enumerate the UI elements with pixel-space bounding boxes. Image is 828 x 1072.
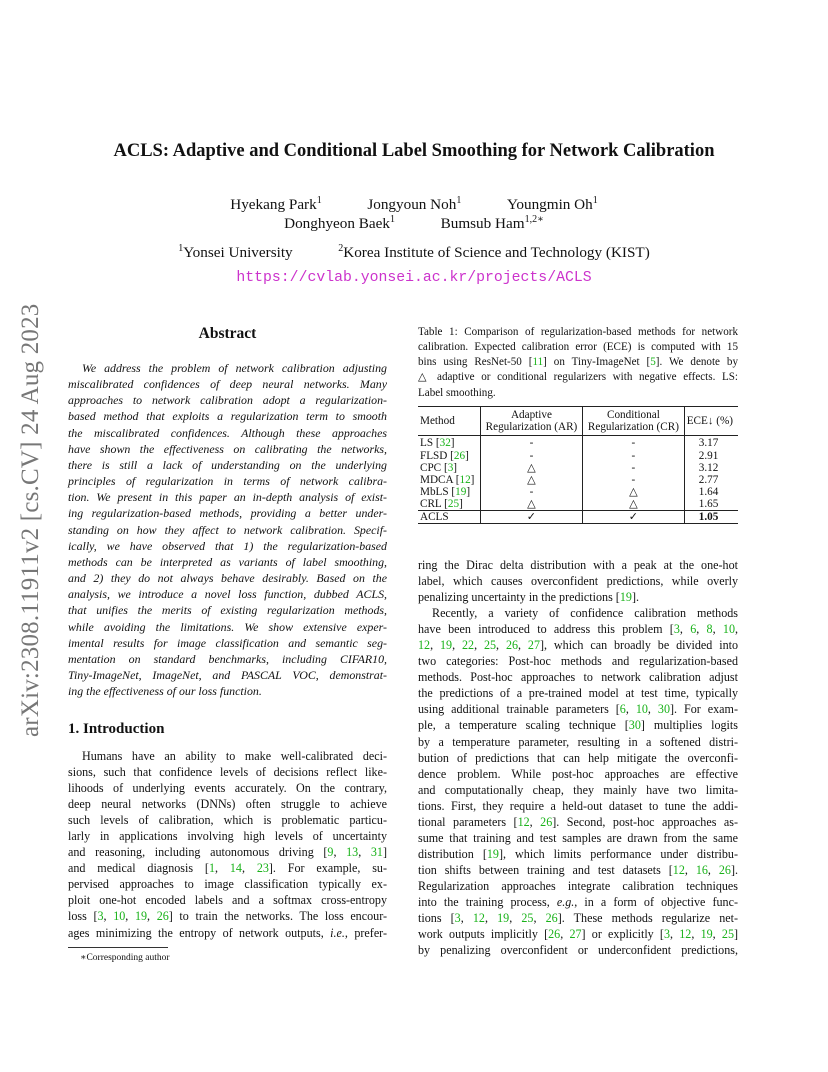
citation-link[interactable]: 26 bbox=[548, 927, 561, 942]
text-segment: using additional trainable parameters [ bbox=[418, 702, 620, 717]
text-segment: ]. bbox=[730, 862, 739, 877]
citation-link[interactable]: 26 bbox=[505, 638, 519, 653]
introduction-heading: 1. Introduction bbox=[68, 721, 165, 737]
ece-cell: 1.64 bbox=[684, 486, 738, 498]
text-segment: work outputs implicitly [ bbox=[418, 927, 549, 942]
text-segment: loss [ bbox=[68, 909, 98, 924]
method-cell: LS [32] bbox=[420, 436, 455, 449]
cr-cell: △ bbox=[583, 486, 685, 498]
text-segment: , bbox=[735, 622, 739, 637]
text-segment: , bbox=[529, 814, 541, 829]
text-segment: Table 1: Comparison of regularization-based methods for network bbox=[418, 326, 738, 338]
ece-cell: 1.65 bbox=[684, 498, 738, 511]
text-segment: larly in applications involving high levels of uncertainty bbox=[68, 829, 387, 844]
table-row bbox=[418, 436, 738, 450]
citation-link[interactable]: 26 bbox=[453, 449, 466, 462]
text-segment: e.g. bbox=[556, 894, 575, 909]
cr-cell: △ bbox=[583, 498, 685, 511]
method-cell: CRL [25] bbox=[420, 498, 463, 511]
header-method: Method bbox=[420, 415, 455, 428]
text-segment: , bbox=[460, 911, 473, 926]
ar-cell: △ bbox=[480, 462, 582, 474]
text-segment: ], which limits performance under distribu- bbox=[498, 846, 738, 861]
text-segment: two categories: Post-hoc methods and regularization-based bbox=[418, 654, 738, 669]
text-segment: by penalizing overconfident or underconfident predictions, bbox=[418, 943, 738, 958]
text-segment: tions. First, they require a held-out dataset to tune the addi- bbox=[418, 798, 738, 813]
table-row bbox=[418, 486, 738, 498]
text-segment: , bbox=[103, 909, 114, 924]
method-cell: CPC [3] bbox=[420, 461, 458, 474]
method-cell: ACLS bbox=[420, 511, 449, 524]
abstract-line: ing the effectiveness of our loss function. bbox=[68, 684, 262, 699]
text-segment: , bbox=[509, 911, 522, 926]
abstract-line: and 2) they do not always behave desirably. Based on the bbox=[68, 571, 387, 586]
text-segment: , bbox=[647, 702, 658, 717]
text-segment: methods. Post-hoc approaches to network calibration adjust bbox=[418, 670, 738, 685]
text-segment: , prefer- bbox=[344, 925, 387, 940]
text-segment: , bbox=[691, 927, 701, 942]
citation-link[interactable]: 32 bbox=[439, 436, 451, 449]
right-column-line bbox=[418, 830, 738, 846]
text-segment: , bbox=[358, 845, 371, 860]
right-column-line bbox=[418, 734, 738, 750]
text-segment: ] or explicitly [ bbox=[581, 927, 664, 942]
affiliation: $^1$Yonsei University bbox=[178, 243, 293, 261]
intro-line bbox=[68, 828, 387, 844]
text-segment: ]. We denote by bbox=[655, 356, 738, 369]
abstract-line: methods can be interpreted as variants of label smoothing, bbox=[68, 554, 387, 569]
header-ar: Adaptive Regularization (AR) bbox=[480, 407, 582, 436]
right-column-line bbox=[418, 669, 738, 685]
text-segment: distribution [ bbox=[418, 846, 487, 861]
citation-link[interactable]: 19 bbox=[439, 638, 453, 653]
text-segment: bution of predictions that can help mitigate the overconfi- bbox=[418, 750, 738, 765]
text-segment: such levels of calibration, which is problematic particu- bbox=[68, 813, 387, 828]
text-segment: , bbox=[707, 862, 719, 877]
footnote-rule bbox=[68, 947, 168, 948]
text-segment: , bbox=[125, 909, 135, 924]
cr-cell: - bbox=[583, 436, 685, 450]
ar-cell: △ bbox=[480, 498, 582, 511]
text-segment: , bbox=[696, 622, 707, 637]
abstract-line: approaches to network calibration adopt a regularization- bbox=[68, 393, 387, 408]
citation-link[interactable]: 30 bbox=[628, 718, 641, 733]
paper-title: ACLS: Adaptive and Conditional Label Smoothing for Network Calibration bbox=[113, 141, 715, 161]
text-segment: , bbox=[430, 638, 440, 653]
citation-link[interactable]: 10 bbox=[722, 622, 735, 637]
text-segment: Humans have an ability to make well-calibrated deci- bbox=[82, 749, 387, 763]
text-segment: , bbox=[452, 638, 462, 653]
intro-line bbox=[68, 925, 387, 941]
text-segment: tional parameters [ bbox=[418, 814, 518, 829]
citation-link[interactable]: 10 bbox=[635, 702, 648, 717]
intro-line bbox=[68, 908, 387, 924]
table-caption bbox=[418, 325, 738, 401]
citation-link[interactable]: 30 bbox=[657, 702, 670, 717]
citation-link[interactable]: 8 bbox=[706, 622, 713, 637]
right-column-line bbox=[418, 685, 738, 701]
text-segment: dence problem. While post-hoc approaches are effective bbox=[418, 766, 738, 781]
text-segment: , bbox=[712, 927, 722, 942]
cr-cell: ✓ bbox=[583, 511, 685, 524]
citation-link[interactable]: 27 bbox=[569, 927, 582, 942]
caption-line bbox=[418, 355, 738, 370]
ar-cell: △ bbox=[480, 474, 582, 486]
comparison-table bbox=[418, 406, 738, 524]
text-segment: by a temperature parameter, resulting in a softened distri- bbox=[418, 734, 738, 749]
citation-link[interactable]: 12 bbox=[672, 862, 685, 877]
right-column-line bbox=[418, 766, 738, 782]
text-segment: sions, such that confidence levels of decisions reflect like- bbox=[68, 765, 387, 780]
citation-link[interactable]: 25 bbox=[721, 927, 734, 942]
abstract-line: standing on how they affect to network calibration. Specif- bbox=[68, 522, 387, 537]
ar-cell: - bbox=[480, 486, 582, 498]
text-segment: ring the Dirac delta distribution with a peak at the one-hot bbox=[418, 558, 738, 572]
abstract-line: based method that exploits a regularization term to smooth bbox=[68, 409, 387, 424]
cr-cell: - bbox=[583, 450, 685, 462]
abstract-line: that unifies the merits of existing regularization methods, bbox=[68, 603, 387, 618]
text-segment: bins using ResNet-50 [ bbox=[418, 356, 533, 369]
text-segment: , bbox=[484, 911, 498, 926]
ece-cell: 3.12 bbox=[684, 462, 738, 474]
citation-link[interactable]: 19 bbox=[497, 911, 510, 926]
header-cr: Conditional Regularization (CR) bbox=[583, 407, 685, 436]
caption-line bbox=[418, 386, 738, 401]
text-segment: , bbox=[679, 622, 691, 637]
right-column-line bbox=[418, 942, 738, 958]
right-column-line bbox=[418, 637, 738, 653]
right-column-line bbox=[418, 750, 738, 766]
introduction-body bbox=[68, 748, 387, 941]
text-segment: ploit one-hot encoded labels and a softmax cross-entropy bbox=[68, 893, 387, 908]
abstract-line: analysis, we introduce a novel loss function, dubbed ACLS, bbox=[68, 587, 387, 602]
text-segment: ], which can broadly be divided into bbox=[540, 638, 739, 653]
method-cell: MbLS [19] bbox=[420, 485, 471, 498]
abstract-line: miscalibrated confidences of deep neural networks. Many bbox=[68, 377, 387, 392]
citation-link[interactable]: 26 bbox=[540, 814, 553, 829]
citation-link[interactable]: 12 bbox=[472, 911, 485, 926]
text-segment: calibration. Expected calibration error (ECE) is computed with 15 bbox=[418, 341, 738, 354]
text-segment: , bbox=[560, 927, 570, 942]
right-column-line bbox=[418, 717, 738, 733]
citation-link[interactable]: 27 bbox=[527, 638, 541, 653]
author: Hyekang Park1 bbox=[230, 195, 322, 213]
text-segment: into the training process, bbox=[418, 894, 557, 909]
text-segment: Recently, a variety of confidence calibration methods bbox=[432, 606, 738, 621]
citation-link[interactable]: 12 bbox=[459, 473, 471, 486]
text-segment: tion shifts between training and test datasets [ bbox=[418, 862, 673, 877]
method-cell: MDCA [12] bbox=[420, 473, 475, 486]
affiliation: $^2$Korea Institute of Science and Technology (KIST) bbox=[338, 243, 650, 261]
text-segment: and reasoning, including autonomous driving [ bbox=[68, 845, 328, 860]
citation-link[interactable]: 12 bbox=[517, 814, 530, 829]
abstract-line: We address the problem of network calibration adjusting bbox=[82, 361, 387, 375]
table-row-acls bbox=[418, 511, 738, 524]
abstract-line: ically, we have observed that 1) the regularization-based bbox=[68, 538, 387, 553]
abstract-line: ing regularization-based methods, providing a better under- bbox=[68, 506, 387, 521]
cr-cell: - bbox=[583, 462, 685, 474]
citation-link[interactable]: 25 bbox=[447, 498, 460, 511]
citation-link[interactable]: 3 bbox=[673, 622, 680, 637]
right-column-line bbox=[418, 878, 738, 894]
right-column-body bbox=[418, 557, 738, 958]
abstract-body bbox=[68, 360, 387, 699]
authors-row-1 bbox=[60, 195, 768, 214]
intro-line bbox=[68, 844, 387, 860]
abstract-heading: Abstract bbox=[198, 325, 257, 342]
text-segment: Label smoothing. bbox=[418, 386, 496, 399]
text-segment: ]. For example, su- bbox=[268, 861, 388, 876]
text-segment: , bbox=[496, 638, 506, 653]
text-segment: ] multiplies logits bbox=[640, 718, 738, 733]
text-segment: ] bbox=[382, 845, 387, 860]
text-segment: have been introduced to address this problem [ bbox=[418, 622, 674, 637]
abstract-line: mentation on standard benchmarks, including CIFAR10, bbox=[68, 651, 387, 666]
text-segment: , bbox=[518, 638, 528, 653]
citation-link[interactable]: 3 bbox=[97, 909, 104, 924]
text-segment: i.e. bbox=[330, 925, 345, 940]
ar-cell: - bbox=[480, 436, 582, 450]
citation-link[interactable]: 9 bbox=[327, 845, 334, 860]
cr-cell: - bbox=[583, 474, 685, 486]
citation-link[interactable]: 19 bbox=[619, 590, 632, 605]
text-segment: tions [ bbox=[418, 911, 455, 926]
text-segment: and medical diagnosis [ bbox=[68, 861, 209, 876]
text-segment: the predictions of a pre-trained model at test time, typically bbox=[418, 686, 738, 701]
text-segment: , bbox=[712, 622, 723, 637]
text-segment: ]. bbox=[631, 590, 639, 605]
intro-line bbox=[68, 860, 387, 876]
method-cell: FLSD [26] bbox=[420, 449, 469, 462]
author: Bumsub Ham1,2∗ bbox=[440, 214, 544, 232]
ece-cell: 2.91 bbox=[684, 450, 738, 462]
ar-cell: ✓ bbox=[480, 511, 582, 524]
text-segment: Regularization approaches integrate calibration techniques bbox=[418, 878, 738, 893]
intro-line bbox=[68, 876, 387, 892]
text-segment: ple, a temperature scaling technique [ bbox=[418, 718, 629, 733]
right-column-line bbox=[418, 862, 738, 878]
ece-cell: 2.77 bbox=[684, 474, 738, 486]
ece-cell: 1.05 bbox=[684, 511, 738, 524]
citation-link[interactable]: 31 bbox=[370, 845, 383, 860]
abstract-line: there is still a lack of understanding on the underlying bbox=[68, 457, 387, 472]
abstract-line: have shown the effectiveness on calibrating the networks, bbox=[68, 441, 387, 456]
citation-link[interactable]: 16 bbox=[695, 862, 708, 877]
text-segment: , bbox=[147, 909, 157, 924]
text-segment: ] bbox=[733, 927, 739, 942]
text-segment: , bbox=[684, 862, 696, 877]
citation-link[interactable]: 19 bbox=[455, 485, 467, 498]
citation-link[interactable]: 6 bbox=[619, 702, 626, 717]
abstract-line: while avoiding the limitations. We show extensive exper- bbox=[68, 619, 387, 634]
text-segment: deep neural networks (DNNs) often struggle to achieve bbox=[68, 797, 387, 812]
abstract-line: principles of regularization in terms of network calibra- bbox=[68, 474, 387, 489]
text-segment: sume that training and test samples are drawn from the same bbox=[418, 830, 738, 845]
right-column-line bbox=[418, 653, 738, 669]
table-row bbox=[418, 462, 738, 474]
citation-link[interactable]: 14 bbox=[229, 861, 242, 876]
right-column-line bbox=[418, 557, 738, 573]
right-column-line bbox=[418, 910, 738, 926]
citation-link[interactable]: 19 bbox=[700, 927, 713, 942]
citation-link[interactable]: 1 bbox=[208, 861, 215, 876]
citation-link[interactable]: 3 bbox=[447, 461, 454, 474]
table-row bbox=[418, 474, 738, 486]
text-segment: ] on Tiny-ImageNet [ bbox=[543, 356, 651, 369]
text-segment: penalizing uncertainty in the predictions [ bbox=[418, 590, 620, 605]
authors-row-2 bbox=[60, 214, 768, 233]
citation-link[interactable]: 6 bbox=[690, 622, 697, 637]
citation-link[interactable]: 26 bbox=[718, 862, 731, 877]
citation-link[interactable]: 3 bbox=[454, 911, 461, 926]
abstract-line: Tiny-ImageNet, ImageNet, and PASCAL VOC, demonstrat- bbox=[68, 667, 387, 682]
text-segment: , bbox=[474, 638, 484, 653]
citation-link[interactable]: 19 bbox=[486, 846, 499, 861]
text-segment: , bbox=[625, 702, 636, 717]
abstract-line: the miscalibrated confidences. Although these approaches bbox=[68, 425, 387, 440]
text-segment: , bbox=[533, 911, 546, 926]
caption-line bbox=[418, 325, 738, 340]
author: Youngmin Oh1 bbox=[506, 195, 598, 213]
right-column-line bbox=[418, 846, 738, 862]
caption-line bbox=[418, 340, 738, 355]
right-column-line bbox=[418, 814, 738, 830]
right-column-line bbox=[418, 894, 738, 910]
footnote: ∗Corresponding author bbox=[80, 953, 170, 963]
text-segment: ] to train the networks. The loss encour- bbox=[168, 909, 388, 924]
text-segment: , bbox=[241, 861, 257, 876]
intro-line bbox=[68, 796, 387, 812]
text-segment: and computationally cheap, they mainly have two limita- bbox=[418, 782, 738, 797]
abstract-line: imental results for image classification and semantic seg- bbox=[68, 635, 387, 650]
intro-line bbox=[68, 780, 387, 796]
text-segment: ages minimizing the entropy of network outputs, bbox=[68, 925, 331, 940]
intro-line bbox=[68, 748, 387, 764]
text-segment: , bbox=[333, 845, 347, 860]
citation-link[interactable]: 23 bbox=[256, 861, 269, 876]
abstract-line: tion. We present in this paper an in-depth analysis of exist- bbox=[68, 490, 387, 505]
intro-line bbox=[68, 764, 387, 780]
citation-link[interactable]: 25 bbox=[483, 638, 497, 653]
caption-line bbox=[418, 370, 738, 385]
table-row bbox=[418, 498, 738, 511]
text-segment: ]. These methods regularize net- bbox=[557, 911, 739, 926]
right-column-line bbox=[418, 605, 738, 621]
text-segment: ]. For exam- bbox=[670, 702, 738, 717]
text-segment: , bbox=[215, 861, 230, 876]
citation-link[interactable]: 13 bbox=[346, 845, 359, 860]
text-segment: , in a form of objective func- bbox=[574, 894, 738, 909]
citation-link[interactable]: 12 bbox=[679, 927, 692, 942]
text-segment: label, which causes overconfident predictions, while overly bbox=[418, 574, 738, 589]
arxiv-identifier: arXiv:2308.11911v2 [cs.CV] 24 Aug 2023 bbox=[17, 303, 44, 737]
right-column-line bbox=[418, 701, 738, 717]
author: Donghyeon Baek1 bbox=[284, 214, 395, 232]
right-column-line bbox=[418, 589, 738, 605]
text-segment: , bbox=[670, 927, 680, 942]
right-column-line bbox=[418, 621, 738, 637]
table-row bbox=[418, 450, 738, 462]
citation-link[interactable]: 25 bbox=[521, 911, 534, 926]
citation-link[interactable]: 19 bbox=[134, 909, 148, 924]
project-url-link[interactable]: https://cvlab.yonsei.ac.kr/projects/ACLS bbox=[236, 270, 592, 286]
author: Jongyoun Noh1 bbox=[367, 195, 462, 213]
text-segment: pervised approaches to image classification typically ex- bbox=[68, 877, 387, 892]
ece-cell: 3.17 bbox=[684, 436, 738, 450]
ar-cell: - bbox=[480, 450, 582, 462]
citation-link[interactable]: 26 bbox=[545, 911, 558, 926]
citation-link[interactable]: 11 bbox=[532, 356, 544, 369]
citation-link[interactable]: 12 bbox=[418, 638, 431, 653]
intro-line bbox=[68, 812, 387, 828]
citation-link[interactable]: 26 bbox=[156, 909, 169, 924]
text-segment: lihoods of underlying events accurately. On the contrary, bbox=[68, 781, 387, 796]
citation-link[interactable]: 3 bbox=[663, 927, 670, 942]
right-column-line bbox=[418, 573, 738, 589]
citation-link[interactable]: 22 bbox=[461, 638, 475, 653]
affiliations bbox=[60, 243, 768, 262]
text-segment: △ adaptive or conditional regularizers with negative effects. LS: bbox=[418, 371, 738, 384]
header-ece: ECE↓ (%) bbox=[684, 407, 738, 436]
citation-link[interactable]: 10 bbox=[113, 909, 126, 924]
right-column-line bbox=[418, 926, 738, 942]
intro-line bbox=[68, 892, 387, 908]
text-segment: ]. Second, post-hoc approaches as- bbox=[552, 814, 738, 829]
right-column-line bbox=[418, 798, 738, 814]
right-column-line bbox=[418, 782, 738, 798]
citation-link[interactable]: 5 bbox=[650, 356, 656, 369]
